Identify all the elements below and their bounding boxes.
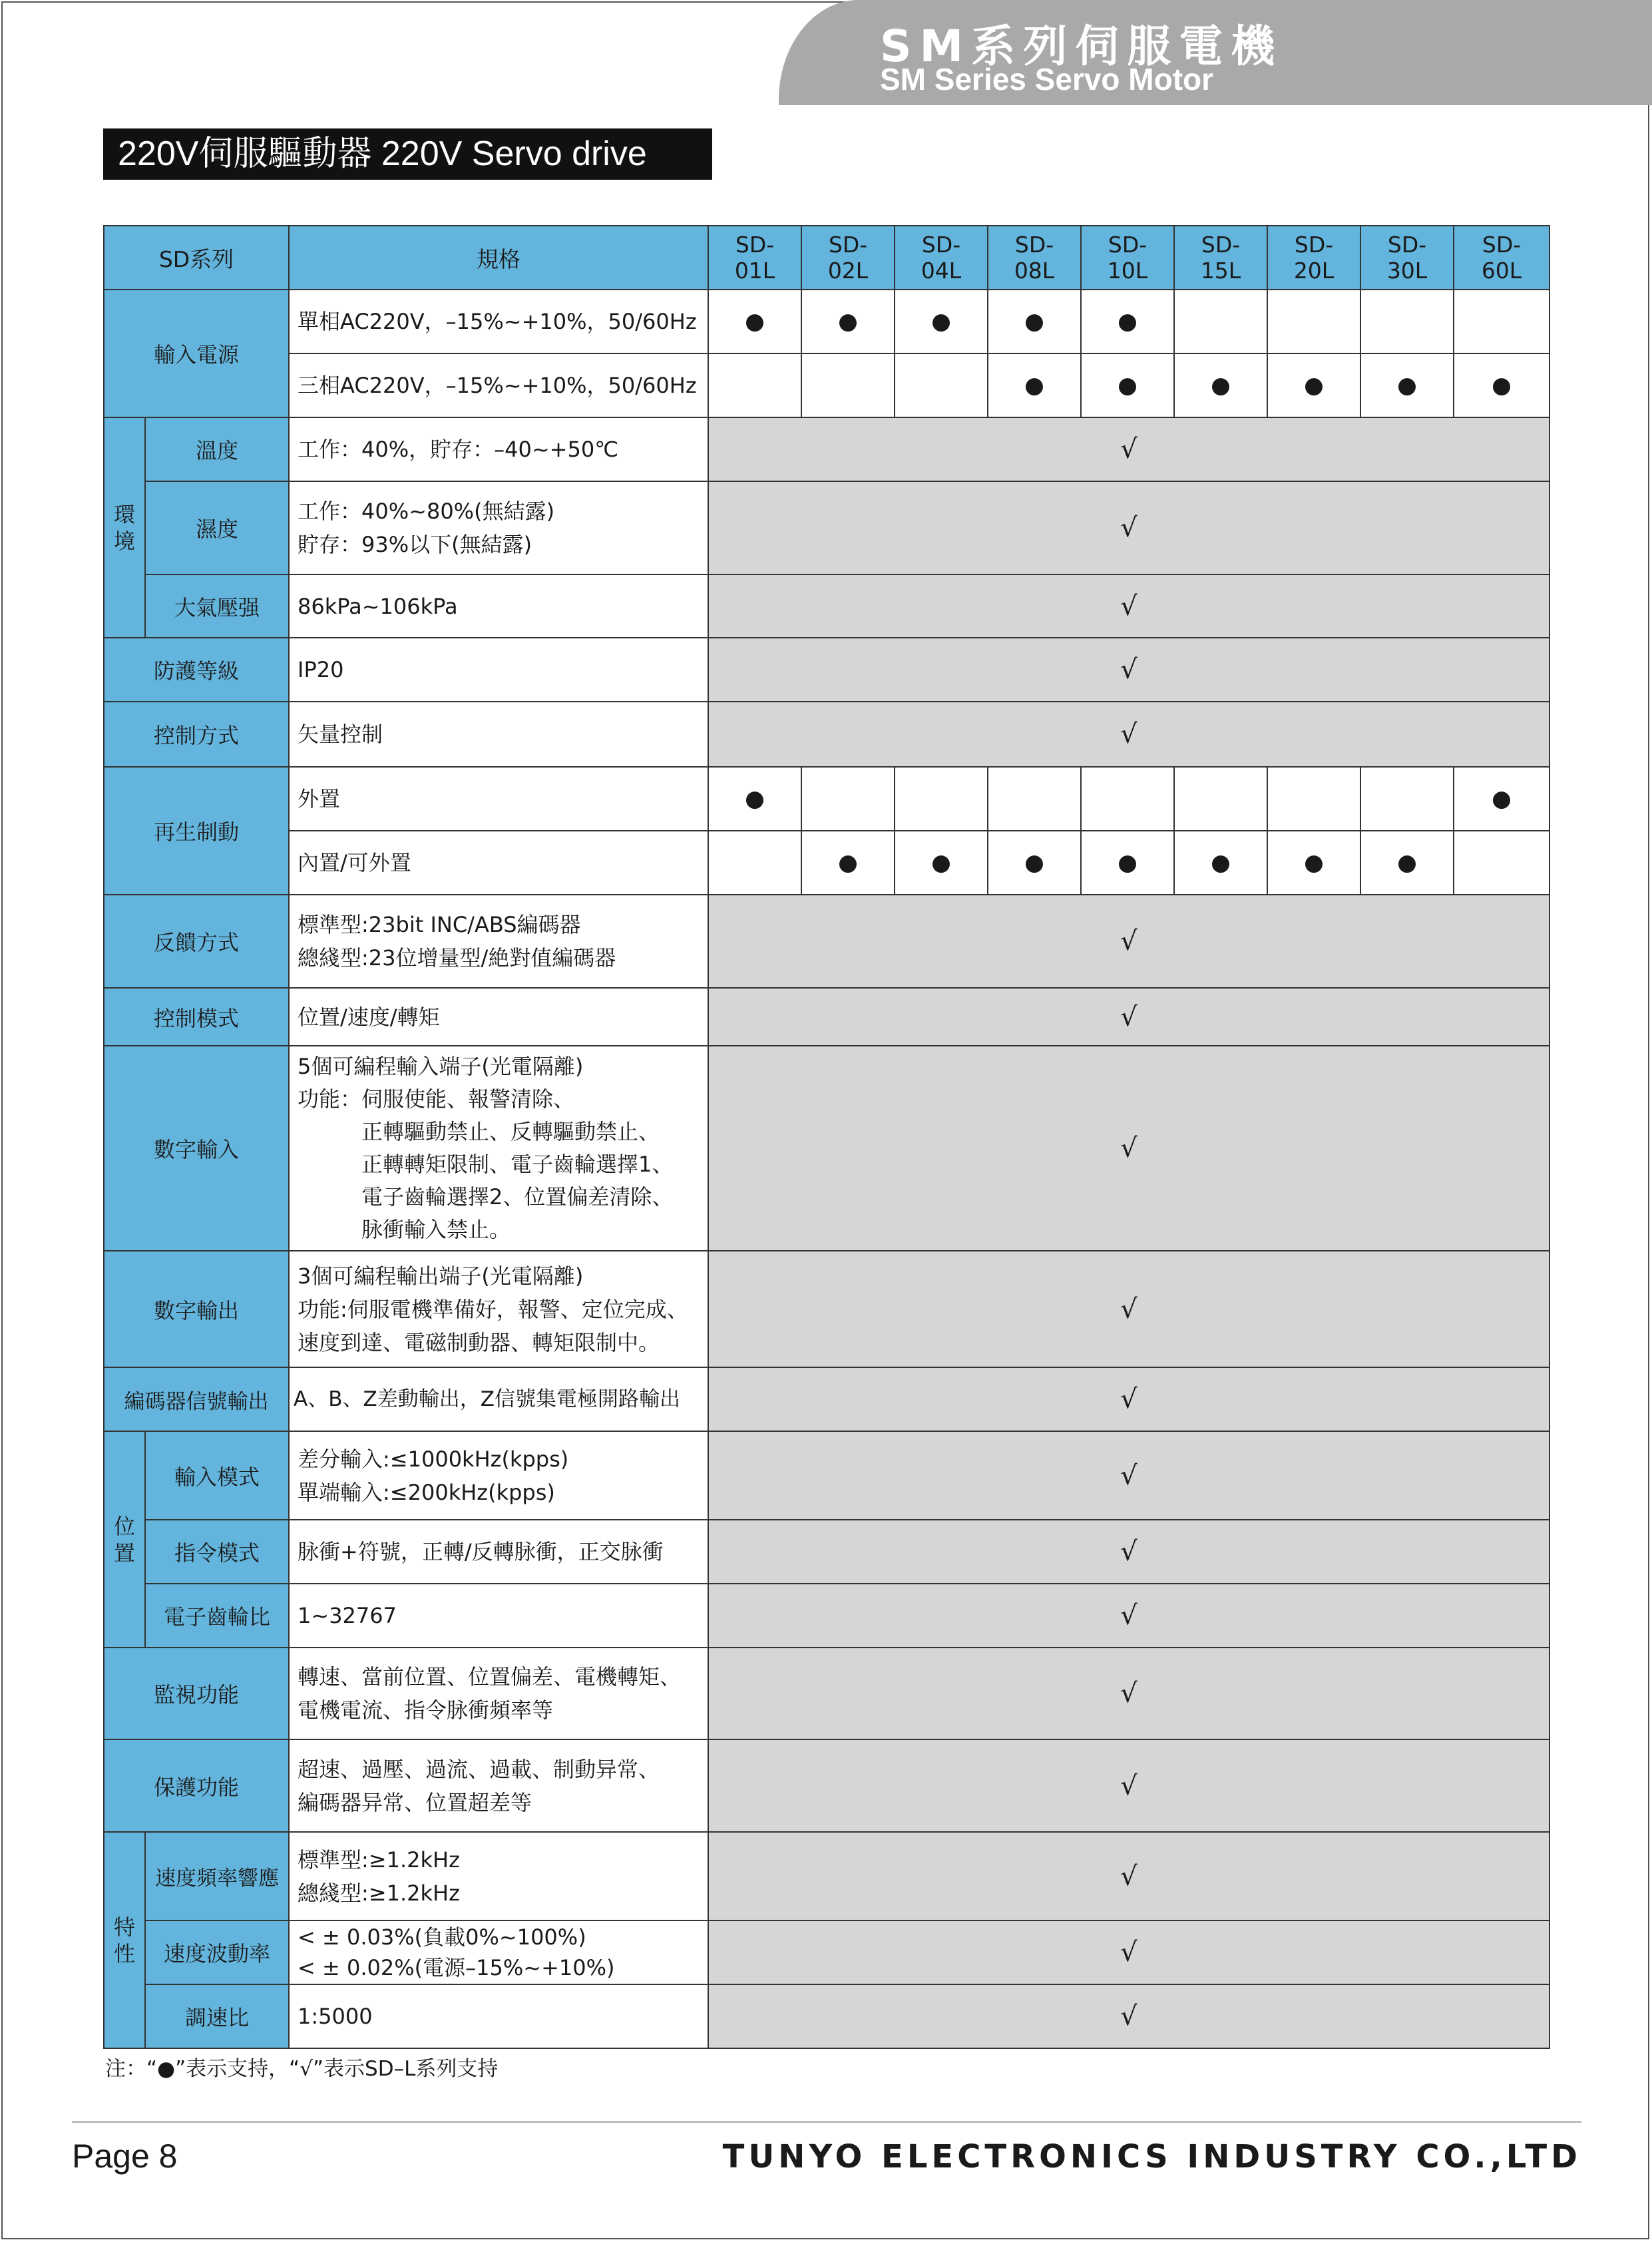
support-cell: ●: [1454, 767, 1549, 831]
check-cell: √: [708, 1251, 1549, 1367]
support-cell: [708, 831, 801, 895]
digital-in-spec: [289, 1046, 708, 1251]
page-number: Page 8: [72, 2137, 178, 2175]
support-cell: ●: [988, 290, 1081, 353]
control-mode-spec: 位置/速度/轉矩: [289, 988, 708, 1046]
table-row: [104, 767, 1549, 831]
table-row: [104, 1431, 1549, 1520]
header-title-cn: SM系列伺服電機: [880, 21, 1283, 72]
check-cell: √: [708, 481, 1549, 574]
support-cell: [1174, 290, 1267, 353]
regen-label: 再生制動: [104, 767, 289, 895]
feedback-label: 反饋方式: [104, 895, 289, 988]
support-cell: [1454, 831, 1549, 895]
cmd-mode-label: 指令模式: [145, 1520, 289, 1584]
check-cell: √: [708, 1832, 1549, 1920]
check-cell: √: [708, 988, 1549, 1046]
humid-spec-line: 工作：40%~80%(無結露): [298, 499, 555, 524]
table-row: [104, 417, 1549, 481]
table-row: [104, 1046, 1549, 1251]
ratio-spec: 1:5000: [289, 1984, 708, 2048]
check-cell: √: [708, 1739, 1549, 1832]
monitor-spec: [289, 1648, 708, 1739]
support-cell: [895, 353, 988, 417]
freq-line: 標準型:≥1.2kHz: [298, 1847, 460, 1873]
support-cell: [1360, 290, 1454, 353]
support-cell: ●: [708, 290, 801, 353]
table-row: [104, 702, 1549, 767]
table-row: [104, 1832, 1549, 1920]
protection-spec: IP20: [289, 638, 708, 702]
ripple-label: 速度波動率: [145, 1920, 289, 1984]
support-cell: [801, 767, 895, 831]
support-cell: ●: [1081, 831, 1174, 895]
monitor-line: 電機電流、指令脉衝頻率等: [298, 1697, 554, 1723]
ratio-label: 調速比: [145, 1984, 289, 2048]
encoder-out-label: 編碼器信號輸出: [104, 1367, 289, 1431]
input-mode-spec: [289, 1431, 708, 1520]
table-row: [104, 1984, 1549, 2048]
check-cell: √: [708, 1367, 1549, 1431]
support-cell: ●: [988, 831, 1081, 895]
feedback-spec-line: 總綫型:23位增量型/絶對值編碼器: [298, 945, 616, 971]
check-cell: √: [708, 1520, 1549, 1584]
check-cell: √: [708, 638, 1549, 702]
env-label-text: 環境: [113, 501, 135, 554]
support-cell: ●: [1081, 290, 1174, 353]
model-header: SD-02L: [801, 226, 895, 290]
humid-spec-line: 貯存：93%以下(無結露): [298, 532, 532, 557]
support-cell: ●: [1174, 353, 1267, 417]
monitor-label: 監視功能: [104, 1648, 289, 1739]
pressure-label: 大氣壓强: [145, 574, 289, 638]
control-method-spec: 矢量控制: [289, 702, 708, 767]
feedback-spec: [289, 895, 708, 988]
digital-in-line: 5個可編程輸入端子(光電隔離): [298, 1054, 584, 1079]
env-label: [104, 417, 145, 638]
check-cell: √: [708, 1920, 1549, 1984]
input-mode-line: 差分輸入:≤1000kHz(kpps): [298, 1446, 569, 1472]
table-row: [104, 1251, 1549, 1367]
pressure-spec: 86kPa~106kPa: [289, 574, 708, 638]
support-cell: ●: [801, 831, 895, 895]
support-cell: ●: [895, 290, 988, 353]
model-header: SD-20L: [1267, 226, 1360, 290]
regen-external: 外置: [289, 767, 708, 831]
company-name: TUNYO ELECTRONICS INDUSTRY CO.,LTD: [722, 2138, 1581, 2175]
freq-spec: [289, 1832, 708, 1920]
feature-label-text: 特性: [113, 1914, 135, 1966]
spec-table: [103, 225, 1550, 2049]
table-header-row: [104, 226, 1549, 290]
table-row: [104, 290, 1549, 353]
encoder-out-spec: A、B、Z差動輸出，Z信號集電極開路輸出: [289, 1367, 708, 1431]
protect-fn-line: 編碼器异常、位置超差等: [298, 1789, 532, 1815]
table-row: [104, 481, 1549, 574]
gear-spec: 1~32767: [289, 1584, 708, 1648]
check-cell: √: [708, 574, 1549, 638]
freq-line: 總綫型:≥1.2kHz: [298, 1880, 460, 1906]
support-cell: [1174, 767, 1267, 831]
protect-fn-label: 保護功能: [104, 1739, 289, 1832]
support-cell: [801, 353, 895, 417]
support-cell: ●: [801, 290, 895, 353]
feedback-spec-line: 標準型:23bit INC/ABS編碼器: [298, 912, 581, 937]
support-cell: ●: [1454, 353, 1549, 417]
control-method-label: 控制方式: [104, 702, 289, 767]
protect-fn-spec: [289, 1739, 708, 1832]
table-row: [104, 895, 1549, 988]
model-header: SD-01L: [708, 226, 801, 290]
input-mode-label: 輸入模式: [145, 1431, 289, 1520]
table-note: 注：“●”表示支持，“√”表示SD–L系列支持: [105, 2057, 499, 2081]
feature-label: [104, 1832, 145, 2048]
model-header: SD-08L: [988, 226, 1081, 290]
table-row: [104, 1520, 1549, 1584]
support-cell: [1267, 767, 1360, 831]
model-header: SD-04L: [895, 226, 988, 290]
col-spec-header: 規格: [289, 226, 708, 290]
input-power-three: 三相AC220V，–15%~+10%，50/60Hz: [289, 353, 708, 417]
digital-in-line: 脉衝輸入禁止。: [361, 1217, 511, 1242]
check-cell: √: [708, 702, 1549, 767]
protect-fn-line: 超速、過壓、過流、過載、制動异常、: [298, 1756, 660, 1782]
monitor-line: 轉速、當前位置、位置偏差、電機轉矩、: [298, 1664, 682, 1689]
digital-out-line: 3個可編程輸出端子(光電隔離): [298, 1263, 584, 1289]
support-cell: ●: [1360, 831, 1454, 895]
section-title: 220V伺服驅動器 220V Servo drive: [103, 128, 712, 180]
support-cell: ●: [1174, 831, 1267, 895]
table-row: [104, 638, 1549, 702]
check-cell: √: [708, 1648, 1549, 1739]
support-cell: ●: [1267, 831, 1360, 895]
col-series-header: SD系列: [104, 226, 289, 290]
support-cell: [1454, 290, 1549, 353]
table-row: [104, 988, 1549, 1046]
support-cell: ●: [1081, 353, 1174, 417]
support-cell: ●: [1267, 353, 1360, 417]
freq-label: 速度頻率響應: [145, 1832, 289, 1920]
check-cell: √: [708, 1984, 1549, 2048]
support-cell: [895, 767, 988, 831]
support-cell: ●: [708, 767, 801, 831]
check-cell: √: [708, 417, 1549, 481]
digital-out-spec: [289, 1251, 708, 1367]
table-row: [104, 1367, 1549, 1431]
temp-label: 溫度: [145, 417, 289, 481]
support-cell: ●: [1360, 353, 1454, 417]
table-row: [104, 1739, 1549, 1832]
model-header: SD-10L: [1081, 226, 1174, 290]
table-row: [104, 831, 1549, 895]
digital-in-line: 正轉驅動禁止、反轉驅動禁止、: [361, 1119, 660, 1144]
footer-divider: [72, 2121, 1581, 2123]
digital-in-line: 電子齒輪選擇2、位置偏差清除、: [361, 1184, 674, 1210]
input-power-label: 輸入電源: [104, 290, 289, 417]
input-power-single: 單相AC220V，–15%~+10%，50/60Hz: [289, 290, 708, 353]
support-cell: [708, 353, 801, 417]
temp-spec: 工作：40%，貯存：–40~+50℃: [289, 417, 708, 481]
gear-label: 電子齒輪比: [145, 1584, 289, 1648]
digital-out-label: 數字輸出: [104, 1251, 289, 1367]
check-cell: √: [708, 1431, 1549, 1520]
ripple-line: < ± 0.03%(負載0%~100%): [298, 1924, 586, 1950]
input-mode-line: 單端輸入:≤200kHz(kpps): [298, 1479, 555, 1505]
check-cell: √: [708, 1046, 1549, 1251]
support-cell: ●: [988, 353, 1081, 417]
model-header: SD-30L: [1360, 226, 1454, 290]
position-label: [104, 1431, 145, 1648]
table-row: [104, 1920, 1549, 1984]
model-header: SD-15L: [1174, 226, 1267, 290]
support-cell: [1267, 290, 1360, 353]
control-mode-label: 控制模式: [104, 988, 289, 1046]
humid-label: 濕度: [145, 481, 289, 574]
table-row: [104, 1648, 1549, 1739]
regen-internal: 內置/可外置: [289, 831, 708, 895]
support-cell: ●: [895, 831, 988, 895]
humid-spec: [289, 481, 708, 574]
support-cell: [1360, 767, 1454, 831]
table-row: [104, 574, 1549, 638]
check-cell: √: [708, 1584, 1549, 1648]
table-row: [104, 353, 1549, 417]
header-title-en: SM Series Servo Motor: [880, 62, 1214, 97]
protection-label: 防護等級: [104, 638, 289, 702]
ripple-line: < ± 0.02%(電源–15%~+10%): [298, 1955, 615, 1980]
digital-in-label: 數字輸入: [104, 1046, 289, 1251]
digital-out-line: 速度到達、電磁制動器、轉矩限制中。: [298, 1329, 660, 1355]
digital-out-line: 功能:伺服電機準備好，報警、定位完成、: [298, 1296, 688, 1322]
digital-in-line: 正轉轉矩限制、電子齒輪選擇1、: [361, 1152, 674, 1177]
cmd-mode-spec: 脉衝+符號，正轉/反轉脉衝，正交脉衝: [289, 1520, 708, 1584]
support-cell: [988, 767, 1081, 831]
model-header: SD-60L: [1454, 226, 1549, 290]
digital-in-line: 功能：伺服使能、報警清除、: [298, 1086, 575, 1112]
support-cell: [1081, 767, 1174, 831]
ripple-spec: [289, 1920, 708, 1984]
table-row: [104, 1584, 1549, 1648]
position-label-text: 位置: [113, 1513, 135, 1566]
check-cell: √: [708, 895, 1549, 988]
